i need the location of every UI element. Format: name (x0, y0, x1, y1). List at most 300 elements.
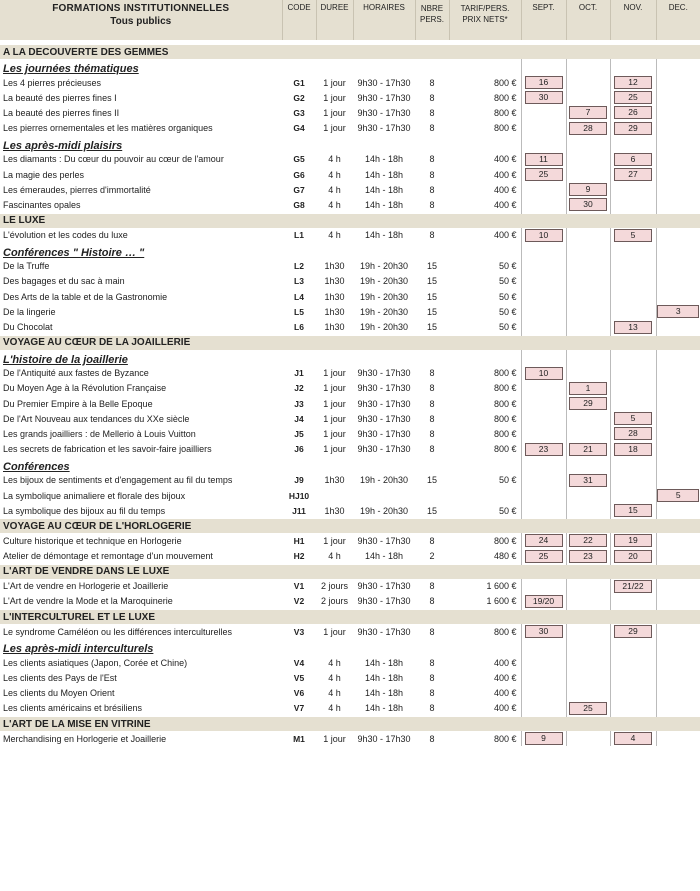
course-tarif: 800 € (493, 123, 517, 134)
course-tarif: 800 € (493, 626, 517, 637)
course-horaires: 14h - 18h (364, 169, 404, 180)
sept-cell (521, 136, 566, 152)
course-tarif: 480 € (493, 551, 517, 562)
nov-cell (610, 473, 656, 488)
course-duree: 1 jour (323, 428, 346, 439)
course-horaires: 14h - 18h (364, 703, 404, 714)
header-code: CODE (282, 0, 316, 40)
oct-cell (566, 426, 610, 441)
nov-cell (610, 182, 656, 197)
oct-cell (566, 686, 610, 701)
tarif-cell (449, 136, 521, 152)
course-nbre: 8 (429, 413, 435, 424)
course-nbre: 8 (429, 398, 435, 409)
oct-cell (566, 731, 610, 746)
dec-cell (656, 731, 700, 746)
dec-cell (656, 152, 700, 167)
course-title: Les clients des Pays de l'Est (3, 673, 117, 684)
course-duree: 1h30 (324, 505, 345, 516)
course-duree: 1 jour (323, 123, 346, 134)
section-title: VOYAGE AU CŒUR DE L'HORLOGERIE (0, 519, 700, 534)
date-badge: 25 (614, 91, 652, 104)
oct-cell (566, 75, 610, 90)
dec-cell (656, 655, 700, 670)
tarif-cell (449, 59, 521, 75)
course-horaires: 14h - 18h (364, 673, 404, 684)
date-badge: 25 (525, 168, 563, 181)
oct-cell (566, 304, 610, 319)
oct-cell (566, 366, 610, 381)
nov-cell (610, 121, 656, 136)
duree-cell (316, 243, 353, 259)
date-badge: 30 (525, 91, 563, 104)
course-duree: 1h30 (324, 306, 345, 317)
course-tarif: 400 € (493, 657, 517, 668)
date-badge: 26 (614, 106, 652, 119)
course-title: La symbolique animaliere et florale des bijoux (3, 490, 186, 501)
dec-cell (656, 350, 700, 366)
course-tarif: 800 € (493, 444, 517, 455)
dec-cell (656, 167, 700, 182)
course-title: Du Chocolat (3, 322, 53, 333)
course-tarif: 50 € (498, 505, 517, 516)
sept-cell (521, 655, 566, 670)
course-row (0, 594, 700, 610)
course-duree: 1 jour (323, 77, 346, 88)
course-horaires: 9h30 - 17h30 (357, 107, 411, 118)
course-row (0, 473, 700, 488)
course-horaires: 9h30 - 17h30 (357, 92, 411, 103)
sept-cell (521, 549, 566, 565)
date-badge: 18 (614, 443, 652, 456)
course-row (0, 228, 700, 243)
course-title: Fascinantes opales (3, 199, 81, 210)
dec-cell (656, 624, 700, 639)
sept-cell (521, 319, 566, 335)
course-duree: 1 jour (323, 398, 346, 409)
sept-cell (521, 381, 566, 396)
date-badge: 21 (569, 443, 607, 456)
oct-cell (566, 701, 610, 717)
oct-cell (566, 670, 610, 685)
duree-cell (316, 639, 353, 655)
course-horaires: 9h30 - 17h30 (357, 596, 411, 607)
title-line2: Tous publics (110, 16, 172, 27)
course-row (0, 105, 700, 120)
date-badge: 15 (614, 504, 652, 517)
section-row (0, 45, 700, 60)
header-sept: SEPT. (521, 0, 566, 40)
section-row (0, 335, 700, 350)
date-badge: 29 (614, 625, 652, 638)
oct-cell (566, 442, 610, 457)
subsection-row (0, 639, 700, 655)
course-duree: 1 jour (323, 444, 346, 455)
section-title: L'ART DE LA MISE EN VITRINE (0, 717, 700, 732)
nbre-cell (415, 59, 449, 75)
course-nbre: 8 (429, 703, 435, 714)
nbre-cell (415, 350, 449, 366)
course-nbre: 8 (429, 733, 435, 744)
course-code: L5 (294, 306, 304, 317)
nov-cell (610, 228, 656, 243)
header-title (0, 0, 282, 40)
section-row (0, 717, 700, 732)
course-code: J1 (294, 368, 304, 379)
course-nbre: 8 (429, 230, 435, 241)
sept-cell (521, 182, 566, 197)
dec-cell (656, 503, 700, 519)
course-horaires: 9h30 - 17h30 (357, 428, 411, 439)
course-code: V1 (293, 581, 305, 592)
date-badge: 11 (525, 153, 563, 166)
course-code: J4 (294, 413, 304, 424)
dec-cell (656, 182, 700, 197)
course-tarif: 800 € (493, 107, 517, 118)
course-code: L6 (294, 322, 304, 333)
course-tarif: 800 € (493, 368, 517, 379)
oct-cell (566, 533, 610, 548)
date-badge: 10 (525, 229, 563, 242)
course-tarif: 400 € (493, 184, 517, 195)
nbre-cell (415, 243, 449, 259)
course-title: Les diamants : Du cœur du pouvoir au cœur de l'amour (3, 154, 224, 165)
nov-cell (610, 105, 656, 120)
oct-cell (566, 639, 610, 655)
tarif-line2: PRIX NETS* (462, 15, 508, 24)
nov-cell (610, 197, 656, 213)
course-tarif: 400 € (493, 169, 517, 180)
course-duree: 1 jour (323, 92, 346, 103)
course-code: HJ10 (288, 490, 310, 501)
course-horaires: 19h - 20h30 (359, 475, 409, 486)
dec-cell (656, 381, 700, 396)
oct-cell (566, 624, 610, 639)
course-row (0, 152, 700, 167)
course-title: Des Arts de la table et de la Gastronomie (3, 291, 168, 302)
course-row (0, 381, 700, 396)
sept-cell (521, 243, 566, 259)
date-badge: 1 (569, 382, 607, 395)
course-nbre: 8 (429, 596, 435, 607)
course-row (0, 503, 700, 519)
course-duree: 1h30 (324, 276, 345, 287)
dec-cell (656, 411, 700, 426)
course-duree: 1 jour (323, 626, 346, 637)
course-nbre: 15 (426, 261, 437, 272)
course-duree: 4 h (328, 154, 341, 165)
nov-cell (610, 136, 656, 152)
section-title: L'ART DE VENDRE DANS LE LUXE (0, 564, 700, 579)
course-horaires: 19h - 20h30 (359, 276, 409, 287)
sept-cell (521, 90, 566, 105)
nov-cell (610, 381, 656, 396)
nov-cell (610, 457, 656, 473)
nov-cell (610, 624, 656, 639)
nov-cell (610, 533, 656, 548)
date-badge: 28 (614, 427, 652, 440)
course-horaires: 9h30 - 17h30 (357, 444, 411, 455)
course-tarif: 800 € (493, 733, 517, 744)
course-row (0, 274, 700, 289)
course-title: Le syndrome Caméléon ou les différences interculturelles (3, 626, 232, 637)
course-nbre: 15 (426, 505, 437, 516)
course-code: J6 (294, 444, 304, 455)
course-title: La magie des perles (3, 169, 85, 180)
course-duree: 4 h (328, 230, 341, 241)
code-cell (282, 457, 316, 473)
course-title: Les 4 pierres précieuses (3, 77, 102, 88)
dec-cell (656, 304, 700, 319)
course-nbre: 8 (429, 92, 435, 103)
date-badge: 22 (569, 534, 607, 547)
nbre-cell (415, 457, 449, 473)
header-duree: DUREE (316, 0, 353, 40)
course-code: V3 (293, 626, 305, 637)
course-nbre: 15 (426, 475, 437, 486)
course-horaires: 9h30 - 17h30 (357, 535, 411, 546)
course-title: De l'Art Nouveau aux tendances du XXe siècle (3, 413, 190, 424)
date-badge: 5 (614, 229, 652, 242)
oct-cell (566, 396, 610, 411)
oct-cell (566, 549, 610, 565)
oct-cell (566, 289, 610, 304)
sept-cell (521, 228, 566, 243)
date-badge: 19/20 (525, 595, 563, 608)
course-tarif (449, 488, 521, 503)
dec-cell (656, 426, 700, 441)
course-tarif: 50 € (498, 291, 517, 302)
dec-cell (656, 243, 700, 259)
nov-cell (610, 243, 656, 259)
course-nbre: 8 (429, 581, 435, 592)
oct-cell (566, 457, 610, 473)
date-badge: 4 (614, 732, 652, 745)
course-title: De la lingerie (3, 306, 56, 317)
course-duree (316, 488, 353, 503)
date-badge: 30 (569, 198, 607, 211)
course-tarif: 1 600 € (486, 596, 517, 607)
subsection-title: L'histoire de la joaillerie (3, 353, 128, 366)
oct-cell (566, 136, 610, 152)
date-badge: 25 (525, 550, 563, 563)
course-code: L3 (294, 276, 304, 287)
course-title: La beauté des pierres fines II (3, 107, 120, 118)
course-tarif: 800 € (493, 398, 517, 409)
oct-cell (566, 411, 610, 426)
course-code: G2 (293, 92, 305, 103)
course-row (0, 624, 700, 639)
course-code: G1 (293, 77, 305, 88)
sept-cell (521, 274, 566, 289)
title-line1: FORMATIONS INSTITUTIONNELLES (52, 3, 230, 14)
dec-cell (656, 319, 700, 335)
nov-cell (610, 488, 656, 503)
course-title: La beauté des pierres fines I (3, 92, 117, 103)
course-horaires: 9h30 - 17h30 (357, 626, 411, 637)
course-nbre: 8 (429, 688, 435, 699)
course-tarif: 50 € (498, 322, 517, 333)
course-title: L'Art de vendre la Mode et la Maroquinerie (3, 596, 173, 607)
course-code: V4 (293, 657, 305, 668)
course-duree: 4 h (328, 673, 341, 684)
sept-cell (521, 121, 566, 136)
oct-cell (566, 381, 610, 396)
subsection-row (0, 136, 700, 152)
nov-cell (610, 350, 656, 366)
dec-cell (656, 473, 700, 488)
course-row (0, 686, 700, 701)
duree-cell (316, 136, 353, 152)
nov-cell (610, 59, 656, 75)
subsection-row (0, 350, 700, 366)
course-title: L'évolution et les codes du luxe (3, 230, 128, 241)
oct-cell (566, 182, 610, 197)
date-badge: 6 (614, 153, 652, 166)
oct-cell (566, 488, 610, 503)
nov-cell (610, 686, 656, 701)
section-title: L'INTERCULTUREL ET LE LUXE (0, 610, 700, 625)
nbre-line1: NBRE (420, 4, 444, 13)
sept-cell (521, 731, 566, 746)
subsection-title: Les après-midi plaisirs (3, 139, 123, 152)
sept-cell (521, 533, 566, 548)
course-code: M1 (293, 733, 305, 744)
horaires-cell (353, 243, 415, 259)
course-row (0, 319, 700, 335)
course-row (0, 731, 700, 746)
sept-cell (521, 366, 566, 381)
course-duree: 2 jours (320, 596, 348, 607)
course-tarif: 50 € (498, 276, 517, 287)
course-tarif: 400 € (493, 230, 517, 241)
oct-cell (566, 243, 610, 259)
nov-cell (610, 639, 656, 655)
date-badge: 25 (569, 702, 607, 715)
oct-cell (566, 105, 610, 120)
course-horaires: 19h - 20h30 (359, 322, 409, 333)
course-horaires: 19h - 20h30 (359, 291, 409, 302)
dec-cell (656, 594, 700, 610)
course-code: V2 (293, 596, 305, 607)
date-badge: 9 (525, 732, 563, 745)
date-badge: 29 (569, 397, 607, 410)
nbre-cell (415, 639, 449, 655)
course-title: Merchandising en Horlogerie et Joaillerie (3, 733, 167, 744)
course-duree: 4 h (328, 169, 341, 180)
course-code: J11 (292, 505, 306, 516)
course-tarif: 50 € (498, 475, 517, 486)
tarif-cell (449, 350, 521, 366)
oct-cell (566, 350, 610, 366)
course-title: Du Moyen Age à la Révolution Française (3, 383, 167, 394)
course-tarif: 400 € (493, 673, 517, 684)
dec-cell (656, 90, 700, 105)
oct-cell (566, 90, 610, 105)
course-row (0, 442, 700, 457)
header-oct: OCT. (566, 0, 610, 40)
sept-cell (521, 350, 566, 366)
course-horaires: 9h30 - 17h30 (357, 733, 411, 744)
course-tarif: 400 € (493, 688, 517, 699)
header-row (0, 0, 700, 40)
date-badge: 5 (614, 412, 652, 425)
oct-cell (566, 594, 610, 610)
course-nbre: 8 (429, 383, 435, 394)
dec-cell (656, 396, 700, 411)
oct-cell (566, 259, 610, 274)
course-nbre: 8 (429, 368, 435, 379)
horaires-cell (353, 136, 415, 152)
oct-cell (566, 274, 610, 289)
sept-cell (521, 105, 566, 120)
header-dec: DEC. (656, 0, 700, 40)
dec-cell (656, 259, 700, 274)
dec-cell (656, 197, 700, 213)
course-nbre: 8 (429, 535, 435, 546)
course-code: J2 (294, 383, 304, 394)
nov-cell (610, 426, 656, 441)
course-row (0, 670, 700, 685)
course-duree: 1h30 (324, 261, 345, 272)
course-title: De la Truffe (3, 261, 50, 272)
dec-cell (656, 701, 700, 717)
nov-cell (610, 319, 656, 335)
oct-cell (566, 503, 610, 519)
course-nbre: 8 (429, 154, 435, 165)
tarif-line1: TARIF/PERS. (460, 4, 510, 13)
nov-cell (610, 289, 656, 304)
course-row (0, 197, 700, 213)
date-badge: 24 (525, 534, 563, 547)
date-badge: 29 (614, 122, 652, 135)
course-title: Les clients asiatiques (Japon, Corée et Chine) (3, 657, 188, 668)
course-nbre: 8 (429, 123, 435, 134)
course-duree: 4 h (328, 703, 341, 714)
course-horaires: 14h - 18h (364, 199, 404, 210)
course-tarif: 400 € (493, 154, 517, 165)
oct-cell (566, 655, 610, 670)
oct-cell (566, 579, 610, 594)
course-nbre: 8 (429, 77, 435, 88)
course-nbre: 15 (426, 306, 437, 317)
nov-cell (610, 655, 656, 670)
course-duree: 1h30 (324, 322, 345, 333)
sept-cell (521, 442, 566, 457)
sept-cell (521, 289, 566, 304)
course-horaires: 14h - 18h (364, 154, 404, 165)
dec-cell (656, 457, 700, 473)
horaires-cell (353, 350, 415, 366)
schedule-body (0, 40, 700, 746)
date-badge: 12 (614, 76, 652, 89)
nov-cell (610, 670, 656, 685)
course-horaires: 19h - 20h30 (359, 261, 409, 272)
section-title: A LA DECOUVERTE DES GEMMES (0, 45, 700, 60)
dec-cell (656, 274, 700, 289)
horaires-cell (353, 457, 415, 473)
header-tarif (449, 0, 521, 40)
oct-cell (566, 473, 610, 488)
date-badge: 7 (569, 106, 607, 119)
sept-cell (521, 304, 566, 319)
subsection-title: Conférences (3, 460, 70, 473)
oct-cell (566, 167, 610, 182)
course-code: L1 (294, 230, 304, 241)
section-row (0, 519, 700, 534)
course-duree: 4 h (328, 688, 341, 699)
nov-cell (610, 152, 656, 167)
